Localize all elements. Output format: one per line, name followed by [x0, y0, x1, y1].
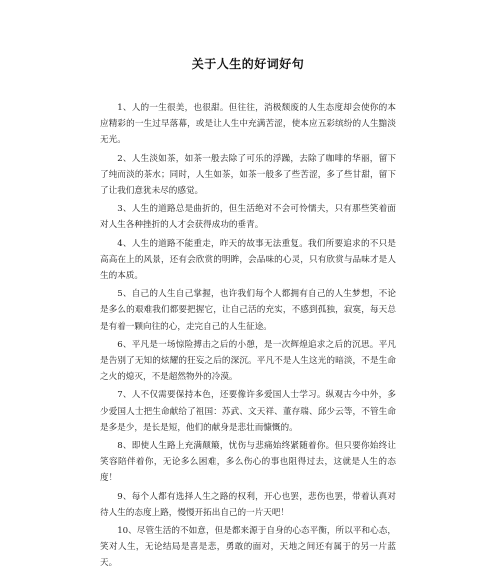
paragraph-10: 10、尽管生活的不如意，但是都来源于自身的心态平衡，所以平和心态，笑对人生，无论结局是喜是悲，勇敢的面对，天地之间还有属于的另一片蓝天。 [100, 526, 396, 569]
paragraph-7: 7、人不仅需要保持本色，还要像许多爱国人士学习。纵观古今中外，多少爱国人士把生命献给了祖国：苏武、文天祥、董存瑞、邱少云等，不管生命是多是少，是长是短，他们的献身是悲壮而慷慨的。 [100, 390, 396, 433]
paragraph-4: 4、人生的道路不能重走，昨天的故事无法重复。我们所要追求的不只是高高在上的风景，还有会欣赏的明眸，会品味的心灵，只有欣赏与品味才是人生的本质。 [100, 238, 396, 282]
paragraph-1: 1、人的一生很美，也很甜。但往往，消极颓废的人生态度却会使你的本应精彩的一生过早落幕，或是让人生中充满苦涩，使本应五彩缤纷的人生黯淡无光。 [100, 103, 396, 146]
paragraph-6: 6、平凡是一场惊险搏击之后的小憩，是一次辉煌追求之后的沉思。平凡是告别了无知的炫耀的狂妄之后的深沉。平凡不是人生这光的暗淡，不是生命之火的熄灭，不是超然物外的冷漠。 [100, 339, 396, 383]
document-title: 关于人生的好词好句 [191, 57, 305, 71]
paragraph-8: 8、即使人生路上充满颠簸，忧伤与悲痛始终紧随着你。但只要你始终让笑容陪伴着你，无论多么困难，多么伤心的事也阻得过去，这就是人生的态度！ [100, 441, 396, 484]
paragraph-2: 2、人生淡如茶，如茶一般去除了可乐的浮躁，去除了咖啡的华丽，留下了纯而淡的茶水；同时，人生如茶，如茶一般多了些苦涩，多了些甘甜，留下了让我们意犹未尽的感觉。 [100, 153, 396, 197]
paragraph-5: 5、自己的人生自己掌握，也许我们每个人都拥有自己的人生梦想，不论是多么的艰难我们都要把握它，让自己活的充实，不感到孤独，寂寞，每天总是有着一颗向往的心，走完自己的人生征途。 [100, 289, 396, 332]
paragraph-3: 3、人生的道路总是曲折的，但生活绝对不会可怜懦夫，只有那些笑着面对人生各种挫折的人才会获得成功的垂青。 [100, 204, 396, 231]
paragraph-9: 9、每个人都有选择人生之路的权利，开心也罢，悲伤也罢，带着认真对待人生的态度上路，慢慢开拓出自己的一片天吧！ [100, 491, 396, 518]
